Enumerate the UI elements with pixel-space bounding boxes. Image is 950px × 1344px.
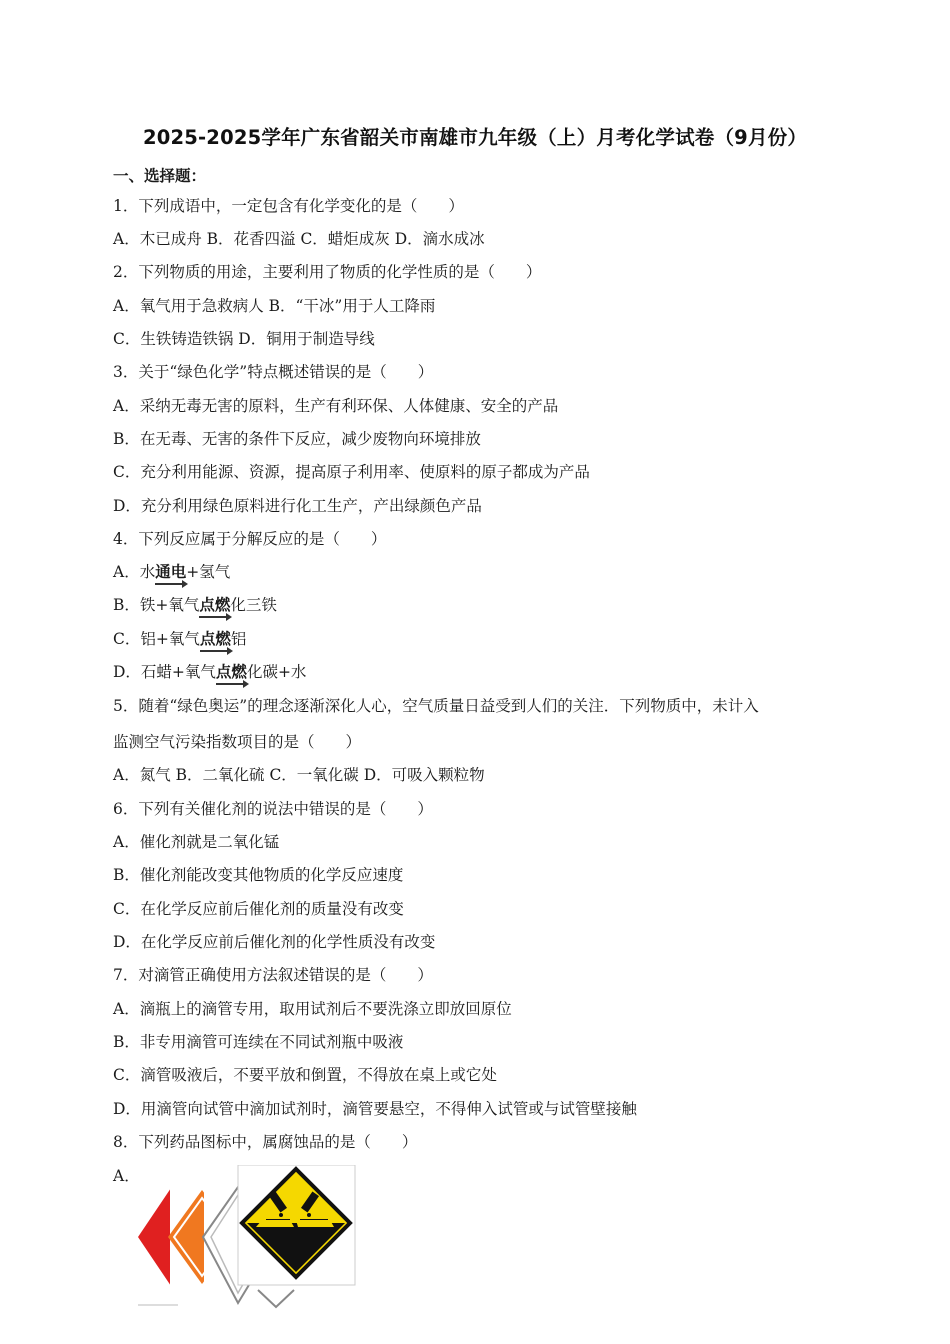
question-4: 4．下列反应属于分解反应的是（ ） (113, 530, 387, 548)
reaction-arrow (200, 629, 231, 649)
hazard-signs-image (138, 1165, 378, 1315)
question-4-option-a (113, 562, 230, 582)
question-1-options: A．木已成舟 B．花香四溢 C．蜡炬成灰 D．滴水成冰 (113, 230, 485, 248)
question-5-cont: 监测空气污染指数项目的是（ ） (113, 733, 362, 751)
question-3-option-b: B．在无毒、无害的条件下反应，减少废物向环境排放 (113, 430, 481, 448)
question-2: 2．下列物质的用途，主要利用了物质的化学性质的是（ ） (113, 263, 542, 281)
question-3-option-a: A．采纳无毒无害的原料，生产有利环保、人体健康、安全的产品 (113, 397, 559, 415)
reaction-arrow (155, 562, 186, 582)
reaction-condition: 通电 (155, 563, 187, 581)
equation-reactants: B．铁+氧气 (113, 596, 200, 614)
equation-products: +氢气 (186, 563, 231, 581)
question-8: 8．下列药品图标中，属腐蚀品的是（ ） (113, 1133, 418, 1151)
question-6-option-c: C．在化学反应前后催化剂的质量没有改变 (113, 900, 404, 918)
question-6-option-a: A．催化剂就是二氧化锰 (113, 833, 280, 851)
question-7-option-a: A．滴瓶上的滴管专用，取用试剂后不要洗涤立即放回原位 (113, 1000, 512, 1018)
exam-title: 2025-2025学年广东省韶关市南雄市九年级（上）月考化学试卷（9月份） (142, 126, 808, 149)
equation-reactants: D．石蜡+氧气 (113, 663, 216, 681)
question-7-option-b: B．非专用滴管可连续在不同试剂瓶中吸液 (113, 1033, 404, 1051)
hazard-signs-figure (138, 1165, 378, 1315)
question-7: 7．对滴管正确使用方法叙述错误的是（ ） (113, 966, 433, 984)
question-7-option-d: D．用滴管向试管中滴加试剂时，滴管要悬空，不得伸入试管或与试管壁接触 (113, 1100, 637, 1118)
reaction-arrow (216, 662, 247, 682)
question-8-option-a-label: A． (113, 1167, 140, 1185)
question-6-option-d: D．在化学反应前后催化剂的化学性质没有改变 (113, 933, 436, 951)
question-2-options-cd: C．生铁铸造铁锅 D．铜用于制造导线 (113, 330, 375, 348)
question-4-option-b (113, 595, 277, 615)
question-3-option-c: C．充分利用能源、资源，提高原子利用率、使原料的原子都成为产品 (113, 463, 590, 481)
question-2-options-ab: A．氧气用于急救病人 B．“干冰”用于人工降雨 (113, 297, 436, 315)
question-1: 1．下列成语中，一定包含有化学变化的是（ ） (113, 197, 464, 215)
equation-products: 化碳+水 (246, 663, 307, 681)
equation-reactants: A．水 (113, 563, 156, 581)
question-6-option-b: B．催化剂能改变其他物质的化学反应速度 (113, 866, 404, 884)
question-7-option-c: C．滴管吸液后，不要平放和倒置，不得放在桌上或它处 (113, 1066, 497, 1084)
reaction-condition: 点燃 (199, 630, 231, 648)
question-5: 5．随着“绿色奥运”的理念逐渐深化人心，空气质量日益受到人们的关注．下列物质中，未计入 (113, 697, 759, 715)
reaction-condition: 点燃 (199, 596, 231, 614)
equation-reactants: C．铝+氧气 (113, 630, 200, 648)
reaction-arrow (199, 595, 230, 615)
question-6: 6．下列有关催化剂的说法中错误的是（ ） (113, 800, 433, 818)
question-5-options: A．氮气 B．二氧化硫 C．一氧化碳 D．可吸入颗粒物 (113, 766, 485, 784)
question-3: 3．关于“绿色化学”特点概述错误的是（ ） (113, 363, 434, 381)
question-4-option-c (113, 629, 246, 649)
equation-products: 铝 (230, 630, 247, 648)
question-4-option-d (113, 662, 306, 682)
equation-products: 化三铁 (230, 596, 277, 614)
reaction-condition: 点燃 (215, 663, 247, 681)
question-3-option-d: D．充分利用绿色原料进行化工生产，产出绿颜色产品 (113, 497, 482, 515)
section-heading: 一、选择题： (113, 167, 207, 185)
